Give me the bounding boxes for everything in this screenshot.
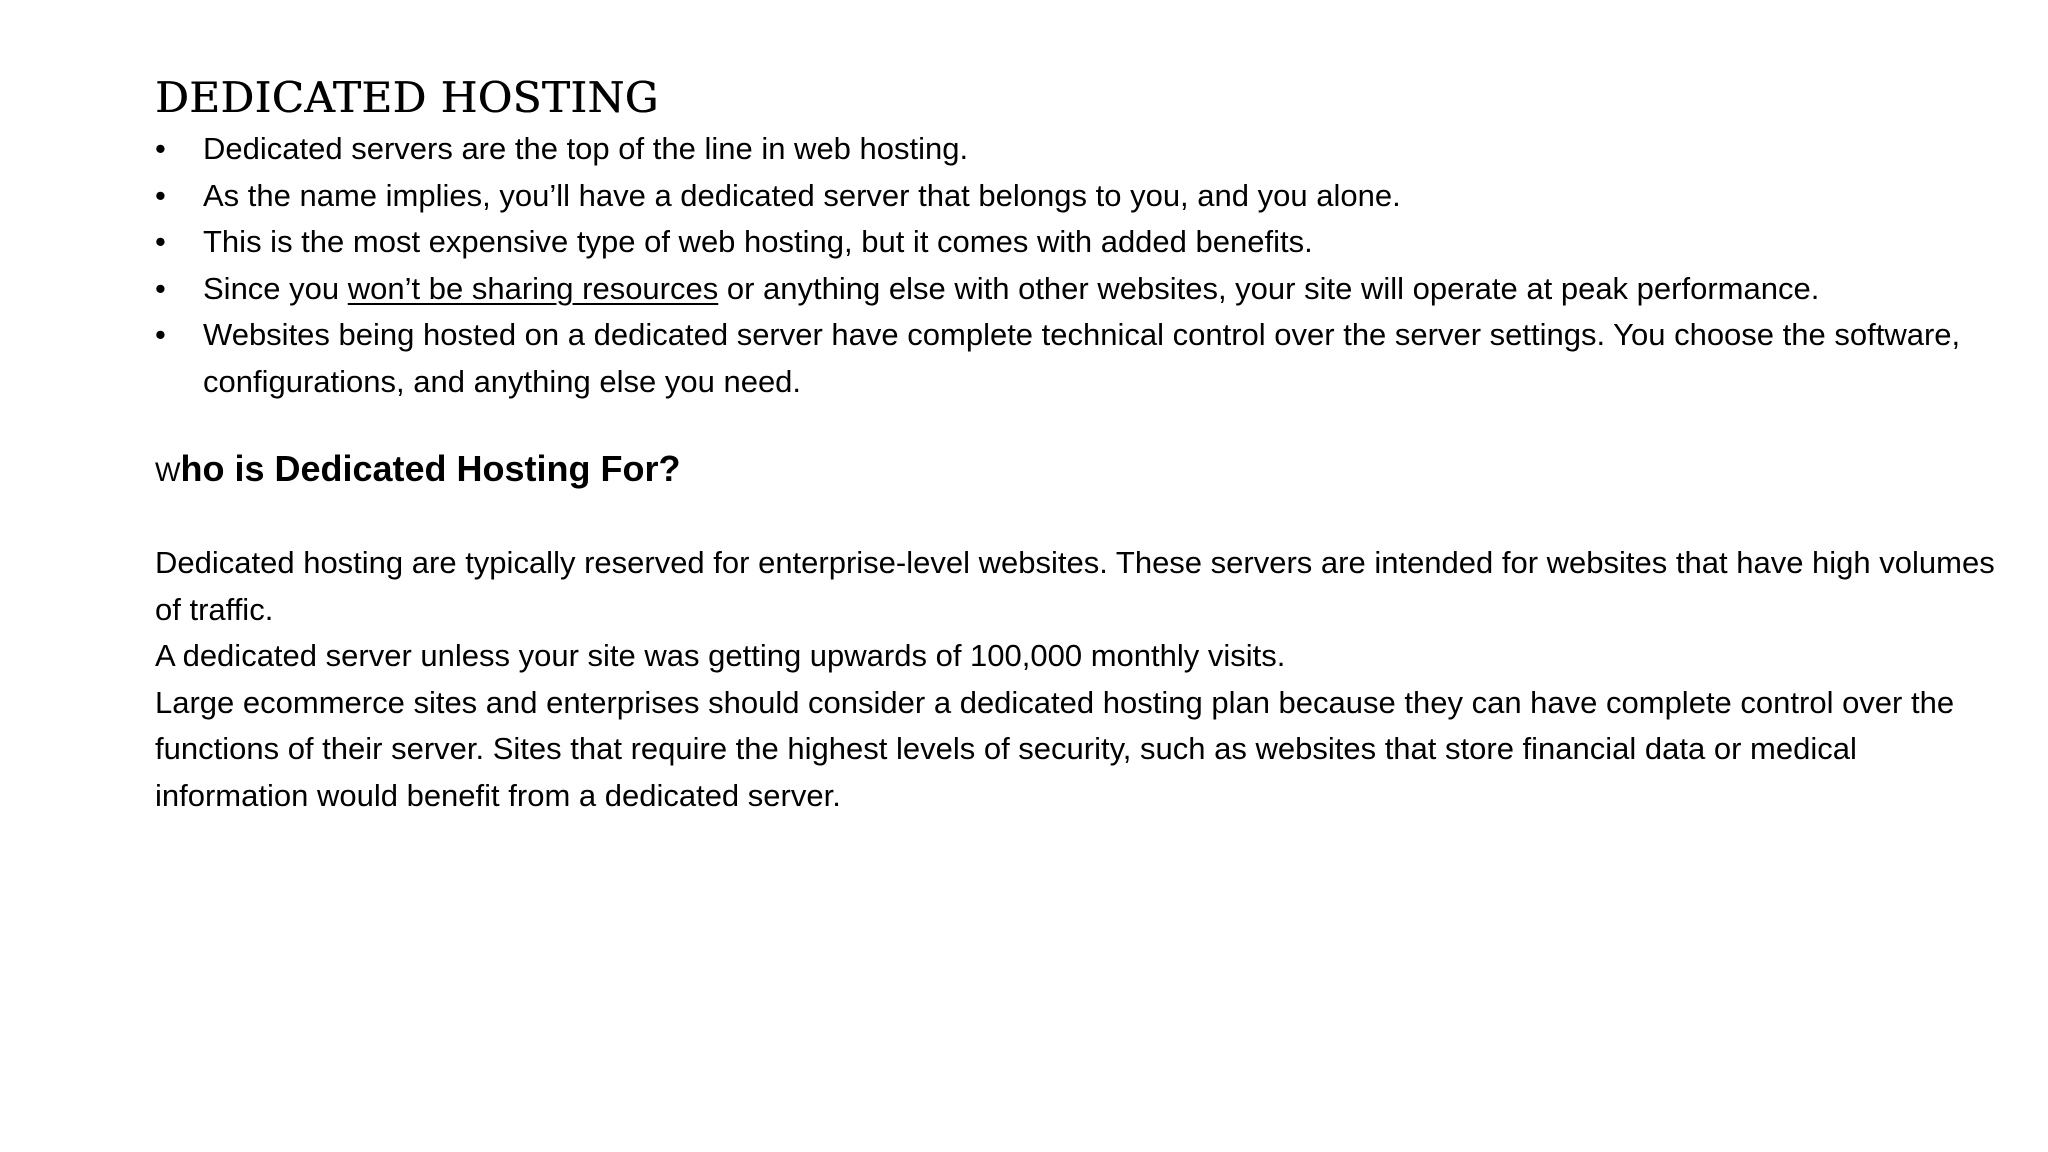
- bullet-text-end: or anything else with other websites, your site will operate at peak performance.: [718, 270, 1820, 306]
- bullet-icon: •: [155, 224, 166, 259]
- underlined-phrase: won’t be sharing resources: [347, 270, 719, 306]
- list-item: [155, 126, 1995, 173]
- bullet-icon: •: [155, 270, 166, 306]
- bullet-text: Dedicated servers are the top of the line in web hosting.: [203, 131, 969, 166]
- body-paragraphs: [155, 540, 1995, 819]
- paragraph: A dedicated server unless your site was getting upwards of 100,000 monthly visits.: [155, 638, 1286, 673]
- paragraph: Large ecommerce sites and enterprises should consider a dedicated hosting plan because they can have complete control over the functions of their server. Sites that require the highest levels of security, such as websites that store financial data or medical information would benefit from a dedicated server.: [155, 684, 1955, 813]
- bullet-icon: •: [155, 131, 166, 166]
- bullet-text: Websites being hosted on a dedicated server have complete technical control over the server settings. You choose the software, configurations, and anything else you need.: [203, 317, 1961, 399]
- list-item: [155, 173, 1995, 220]
- bullet-icon: •: [155, 317, 166, 352]
- list-item: [155, 219, 1995, 266]
- slide-content: [155, 70, 1995, 819]
- section-heading: [155, 445, 1995, 496]
- bullet-list: [155, 126, 1995, 405]
- bullet-text-start: Since you: [203, 270, 348, 306]
- bullet-text: As the name implies, you’ll have a dedicated server that belongs to you, and you alone.: [203, 177, 1401, 213]
- bullet-icon: •: [155, 177, 166, 213]
- paragraph: Dedicated hosting are typically reserved for enterprise-level websites. These servers are intended for websites that have high volumes of traffic.: [155, 545, 1995, 627]
- section-heading-first-letter: W: [155, 457, 181, 487]
- list-item: [155, 266, 1995, 313]
- list-item: [155, 312, 1995, 405]
- section-heading-rest: ho is Dedicated Hosting For?: [180, 448, 681, 489]
- bullet-text: This is the most expensive type of web hosting, but it comes with added benefits.: [203, 224, 1313, 259]
- page-title: DEDICATED HOSTING: [155, 73, 659, 122]
